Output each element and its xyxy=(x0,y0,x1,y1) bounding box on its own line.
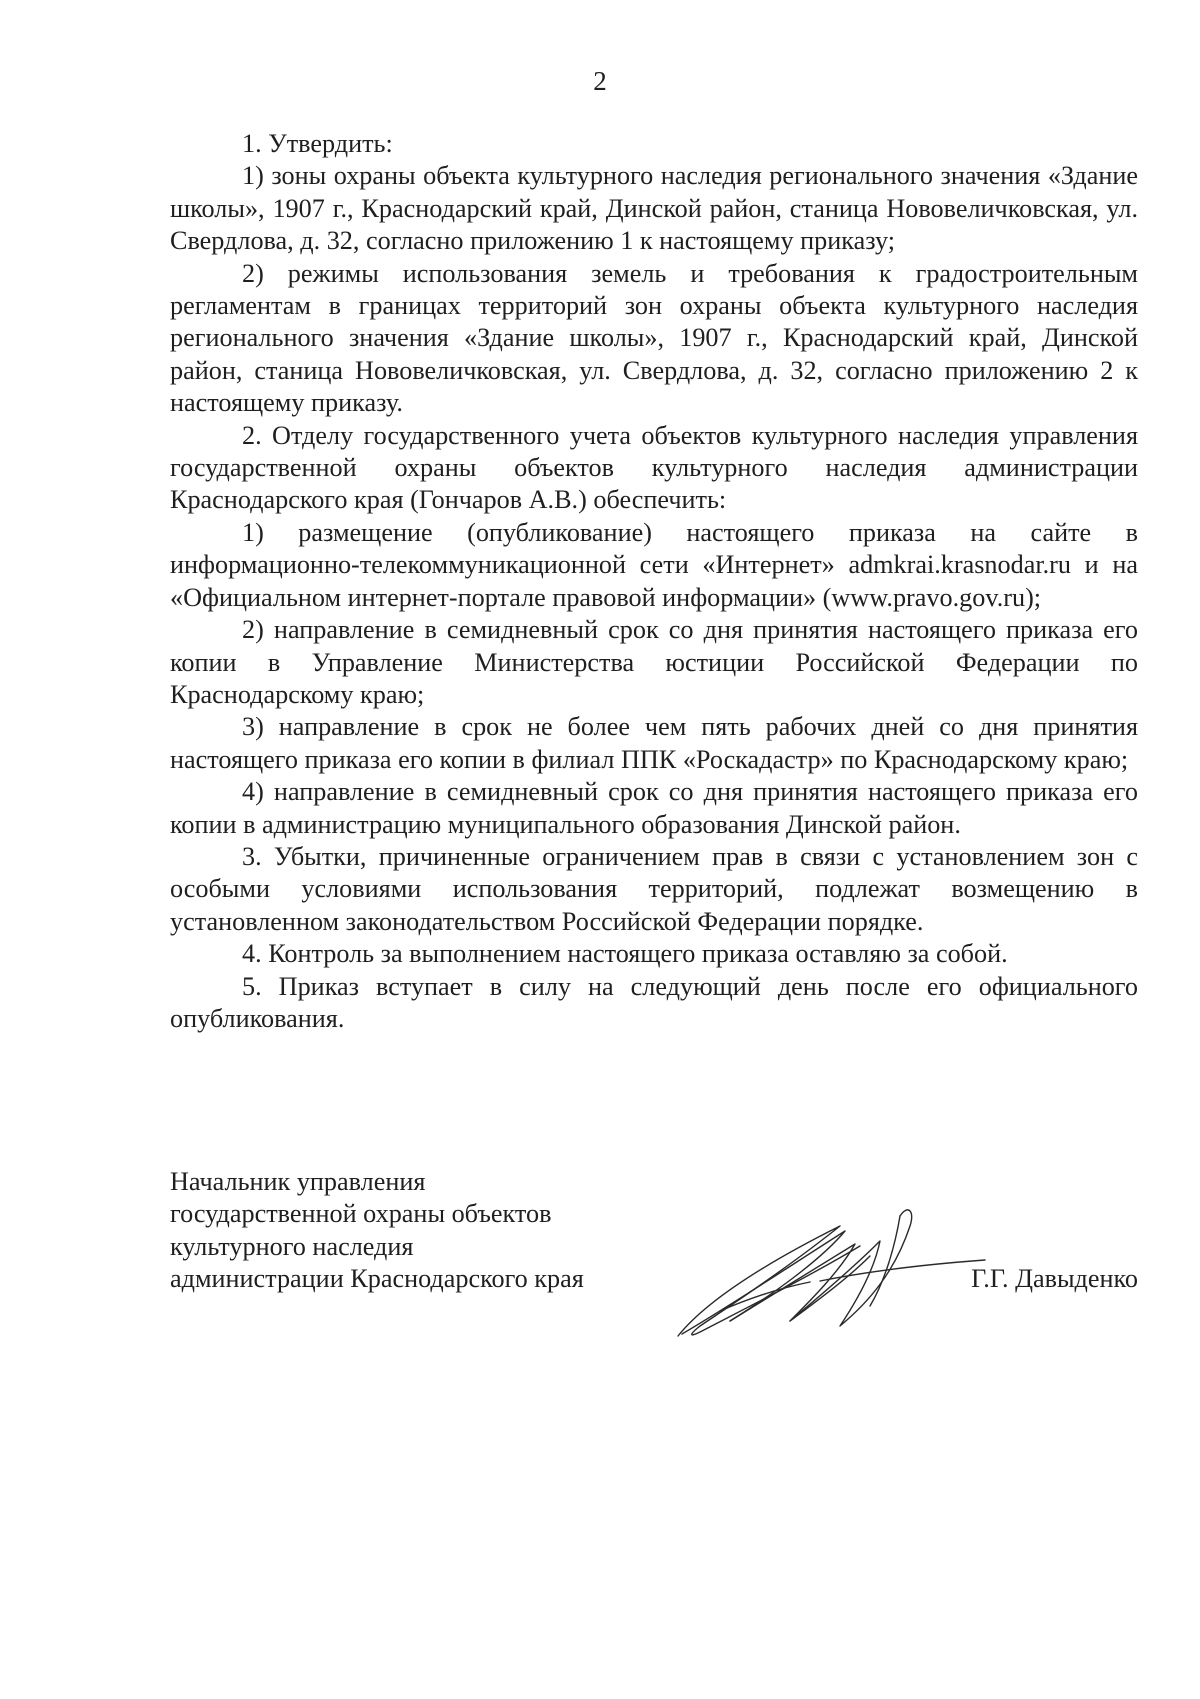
paragraph-losses: 3. Убытки, причиненные ограничением прав в связи с установлением зон с особыми условиями использования территорий, подлежат возмещению в установленном законодательством Российской Федерации порядке. xyxy=(170,841,1138,936)
signatory-title-line: Начальник управления xyxy=(170,1167,426,1196)
paragraph-approve: 1. Утвердить: xyxy=(242,129,393,158)
paragraph-municipality-copy: 4) направление в семидневный срок со дня принятия настоящего приказа его копии в администрацию муниципального образования Динской район. xyxy=(170,777,1138,839)
handwritten-signature xyxy=(670,1186,990,1346)
paragraph-department-instruction: 2. Отделу государственного учета объектов культурного наследия управления государственной охраны объектов культурного наследия администрации Краснодарского края (Гончаров А.В.) обеспечить: xyxy=(170,420,1138,515)
order-body xyxy=(170,128,1138,1035)
paragraph-control: 4. Контроль за выполнением настоящего приказа оставляю за собой. xyxy=(242,939,1008,969)
paragraph-publication: 1) размещение (опубликование) настоящего приказа на сайте в информационно-телекоммуникационной сети «Интернет» admkrai.krasnodar.ru и на «Официальном интернет-портале правовой информации» (www.pravo.gov.ru); xyxy=(170,517,1138,612)
paragraph-roskadastr-copy: 3) направление в срок не более чем пять рабочих дней со дня принятия настоящего приказа его копии в филиал ППК «Роскадастр» по Краснодарскому краю; xyxy=(170,712,1138,774)
signatory-title-line: государственной охраны объектов xyxy=(170,1199,552,1229)
paragraph-approve-item-2: 2) режимы использования земель и требования к градостроительным регламентам в границах территорий зон охраны объекта культурного наследия регионального значения «Здание школы», 1907 г., Краснодарский край, Динской район, станица Нововеличковская, ул. Свердлова, д. 32, согласно приложению 2 к настоящему приказу. xyxy=(170,258,1138,418)
paragraph-effective-date: 5. Приказ вступает в силу на следующий день после его официального опубликования. xyxy=(170,971,1138,1033)
paragraph-approve-item-1: 1) зоны охраны объекта культурного наследия регионального значения «Здание школы», 1907 г., Краснодарский край, Динской район, станица Нововеличковская, ул. Свердлова, д. 32, согласно приложению 1 к настоящему приказу; xyxy=(170,161,1138,256)
page-number: 2 xyxy=(593,66,607,96)
signatory-name: Г.Г. Давыденко xyxy=(971,1264,1138,1293)
paragraph-ministry-copy: 2) направление в семидневный срок со дня принятия настоящего приказа его копии в Управление Министерства юстиции Российской Федерации по Краснодарскому краю; xyxy=(170,615,1138,709)
signatory-title-line: администрации Краснодарского края xyxy=(170,1264,584,1294)
signature-block xyxy=(170,1166,1138,1346)
signatory-title-line: культурного наследия xyxy=(170,1231,414,1261)
signatory-title xyxy=(170,1166,584,1296)
